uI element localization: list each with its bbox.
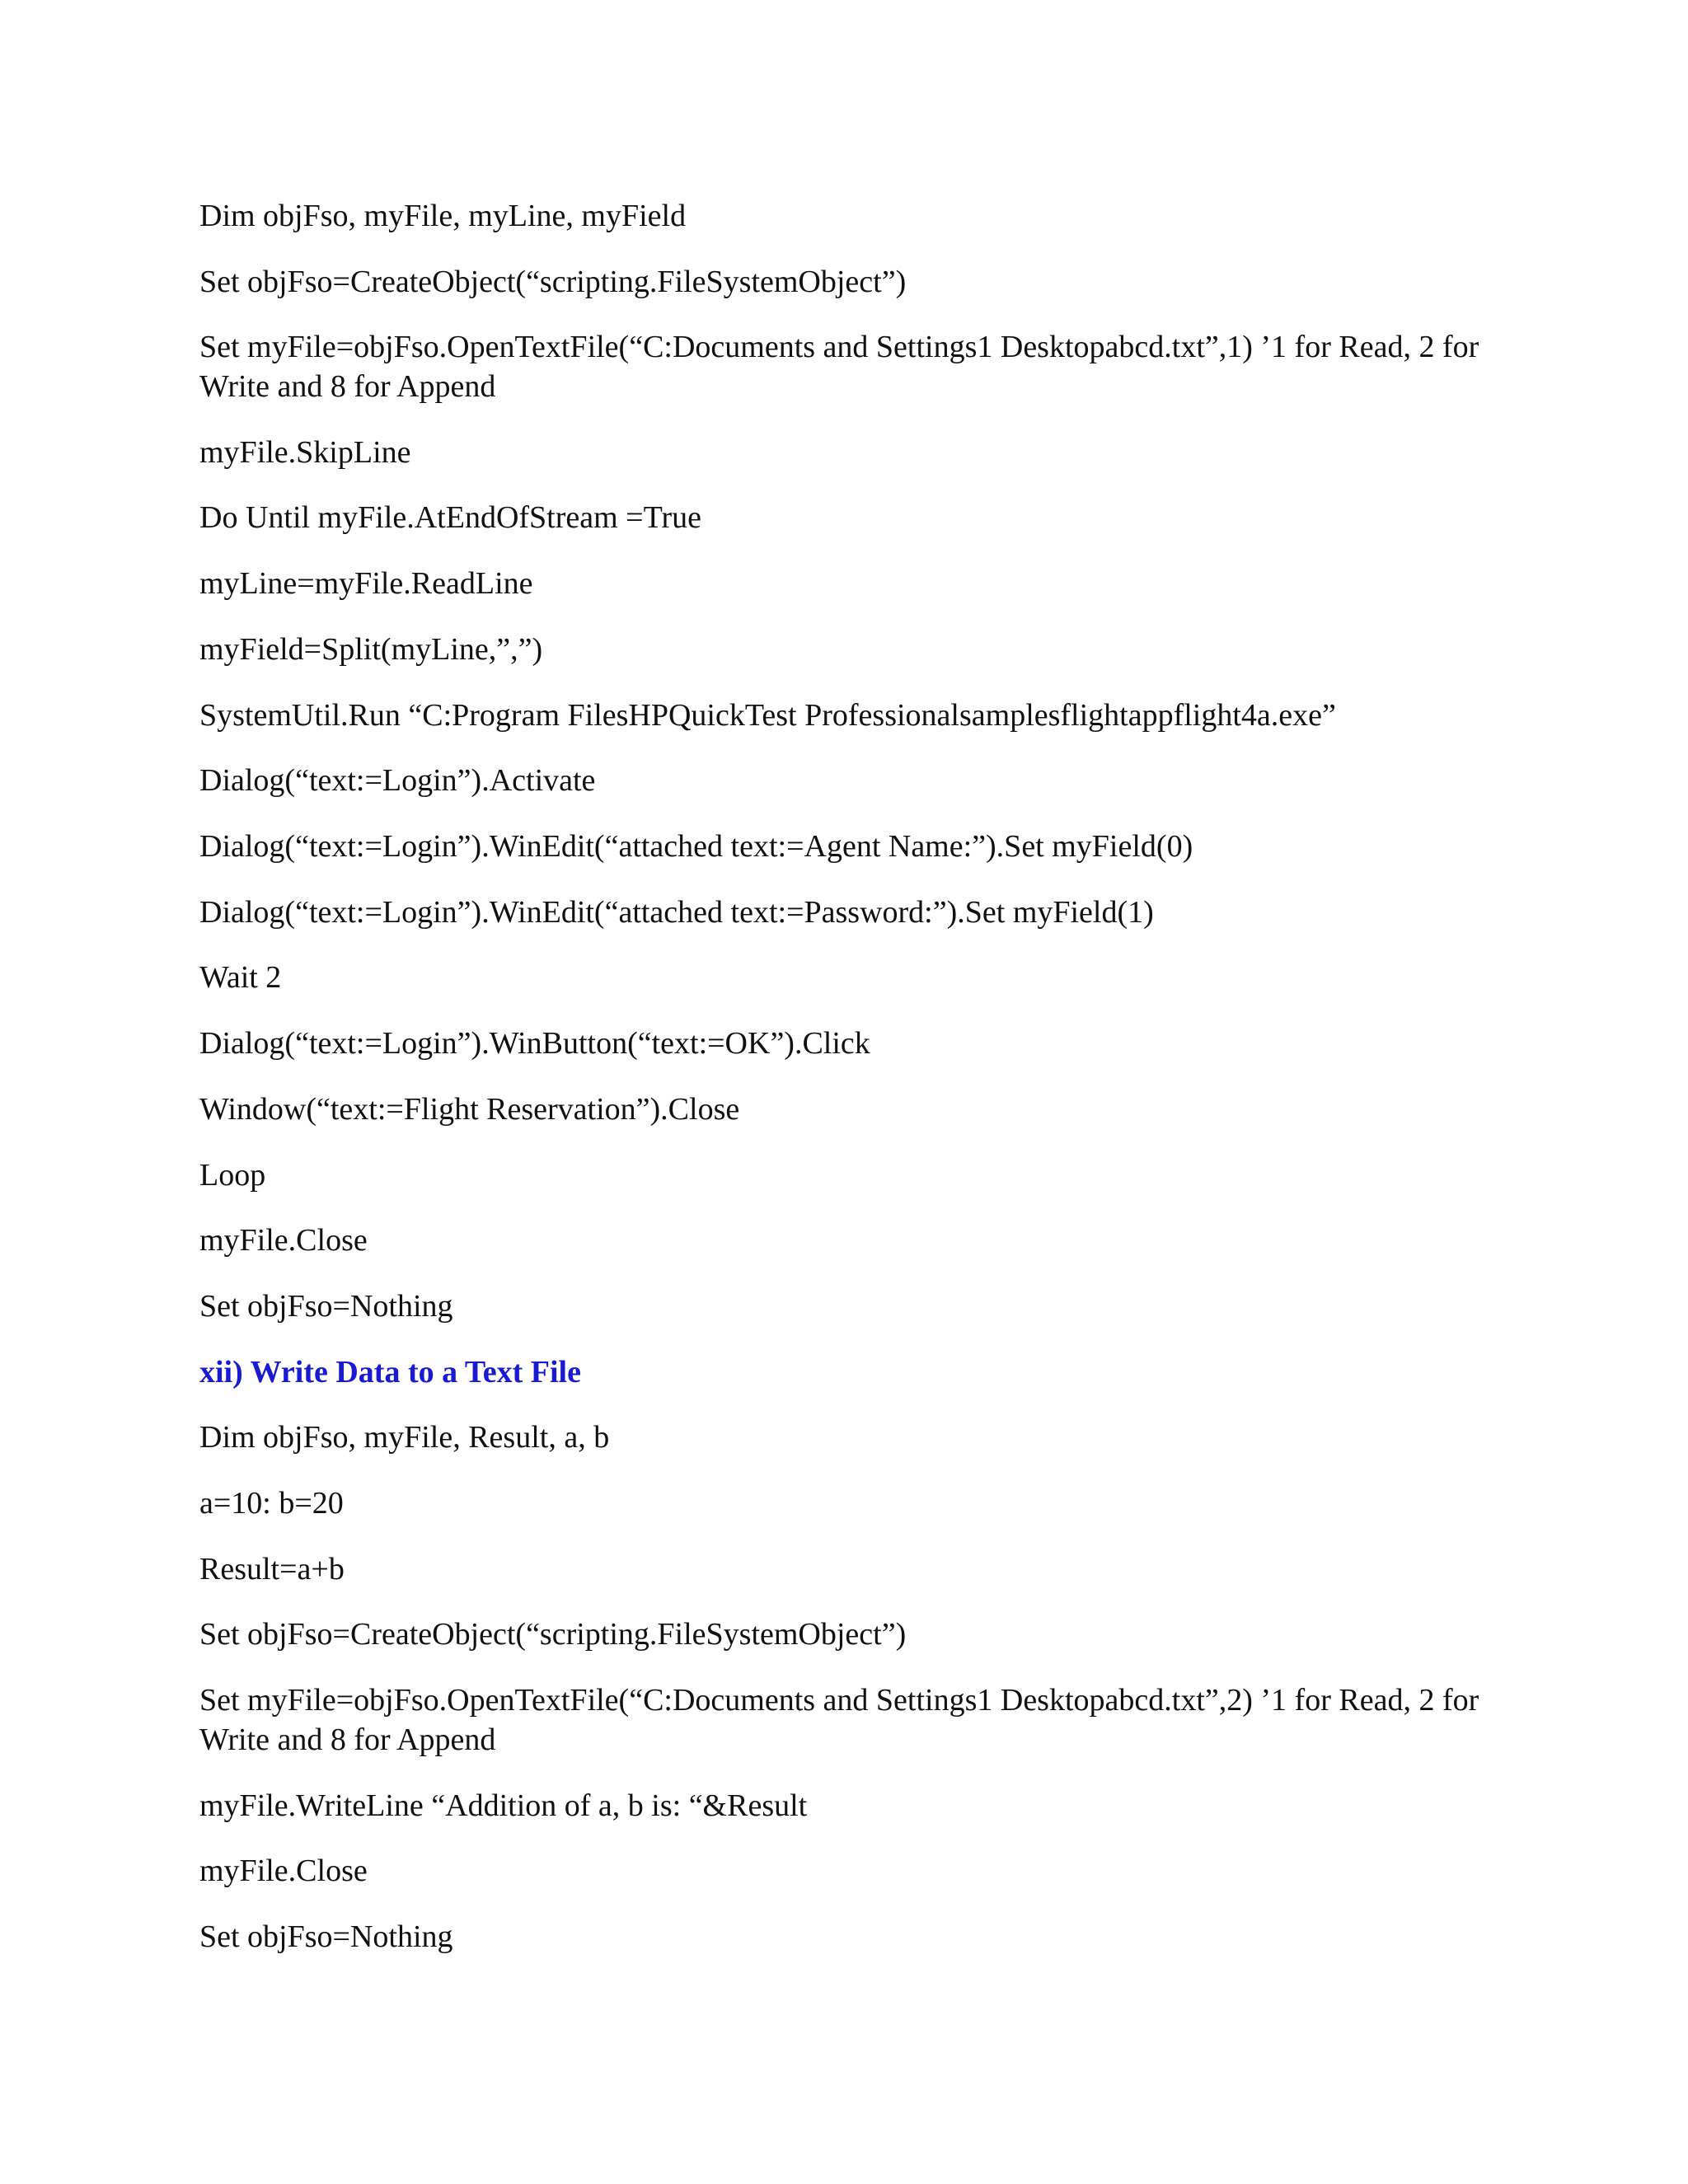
code-line: a=10: b=20	[199, 1486, 344, 1521]
code-line: Window(“text:=Flight Reservation”).Close	[199, 1092, 740, 1127]
code-line: myField=Split(myLine,”,”)	[199, 632, 543, 667]
code-line: Dim objFso, myFile, myLine, myField	[199, 199, 687, 233]
code-line: myFile.WriteLine “Addition of a, b is: “&Result	[199, 1788, 808, 1823]
code-line: myFile.SkipLine	[199, 435, 411, 470]
code-line: Set objFso=Nothing	[199, 1289, 453, 1324]
code-line: Result=a+b	[199, 1552, 345, 1586]
code-line: Dialog(“text:=Login”).WinEdit(“attached text:=Password:”).Set myField(1)	[199, 895, 1154, 930]
code-line: Do Until myFile.AtEndOfStream =True	[199, 500, 702, 535]
code-line: Set objFso=Nothing	[199, 1919, 453, 1954]
code-line: Set myFile=objFso.OpenTextFile(“C:Documents and Settings1 Desktopabcd.txt”,2) ’1 for Read, 2 for Write and 8 for Append	[199, 1683, 1479, 1757]
code-line: Set objFso=CreateObject(“scripting.FileSystemObject”)	[199, 1617, 907, 1652]
code-line: myFile.Close	[199, 1854, 368, 1888]
code-line: Loop	[199, 1158, 266, 1193]
code-line: Wait 2	[199, 960, 282, 995]
code-line: Dialog(“text:=Login”).Activate	[199, 763, 596, 798]
code-line: Set myFile=objFso.OpenTextFile(“C:Documents and Settings1 Desktopabcd.txt”,1) ’1 for Read, 2 for Write and 8 for Append	[199, 330, 1479, 404]
code-line: Dialog(“text:=Login”).WinEdit(“attached text:=Agent Name:”).Set myField(0)	[199, 829, 1193, 864]
code-line: Set objFso=CreateObject(“scripting.FileSystemObject”)	[199, 265, 907, 299]
code-line: SystemUtil.Run “C:Program FilesHPQuickTest Professionalsamplesflightappflight4a.exe”	[199, 698, 1336, 733]
code-line: Dim objFso, myFile, Result, a, b	[199, 1420, 610, 1455]
section-heading: xii) Write Data to a Text File	[199, 1355, 581, 1390]
code-line: myFile.Close	[199, 1223, 368, 1258]
code-line: myLine=myFile.ReadLine	[199, 566, 533, 601]
code-line: Dialog(“text:=Login”).WinButton(“text:=OK”).Click	[199, 1026, 870, 1061]
